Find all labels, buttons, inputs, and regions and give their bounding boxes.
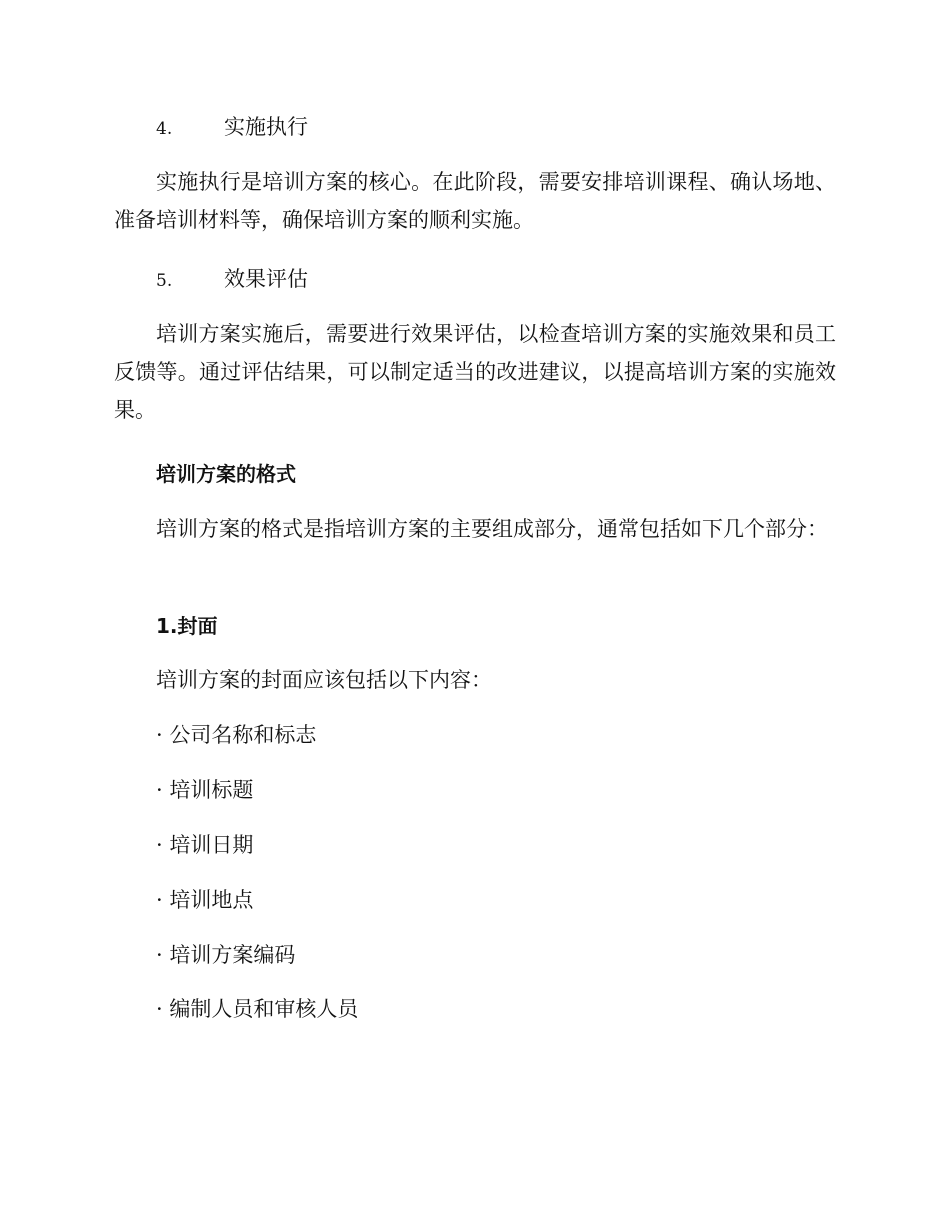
cover-item-location: · 培训地点 [156, 888, 254, 912]
section-4-heading [156, 112, 308, 144]
cover-item-staff: · 编制人员和审核人员 [156, 997, 359, 1021]
section-5-paragraph: 培训方案实施后，需要进行效果评估，以检查培训方案的实施效果和员工反馈等。通过评估结果，可以制定适当的改进建议，以提高培训方案的实施效果。 [114, 322, 836, 422]
cover-item-company: · 公司名称和标志 [156, 723, 317, 747]
section-5-heading [156, 264, 308, 296]
format-heading: 培训方案的格式 [156, 462, 296, 486]
cover-item-date: · 培训日期 [156, 833, 254, 857]
cover-heading: 1.封面 [156, 614, 218, 638]
cover-item-title: · 培训标题 [156, 778, 254, 802]
section-4-title: 实施执行 [224, 115, 308, 139]
cover-item-code: · 培训方案编码 [156, 943, 296, 967]
format-paragraph: 培训方案的格式是指培训方案的主要组成部分，通常包括如下几个部分： [156, 517, 828, 541]
section-4-number: 4. [156, 119, 173, 139]
section-5-title: 效果评估 [224, 267, 308, 291]
section-5-number: 5. [156, 271, 173, 291]
section-4-paragraph: 实施执行是培训方案的核心。在此阶段，需要安排培训课程、确认场地、准备培训材料等，确保培训方案的顺利实施。 [114, 170, 836, 232]
cover-intro: 培训方案的封面应该包括以下内容： [156, 668, 492, 692]
